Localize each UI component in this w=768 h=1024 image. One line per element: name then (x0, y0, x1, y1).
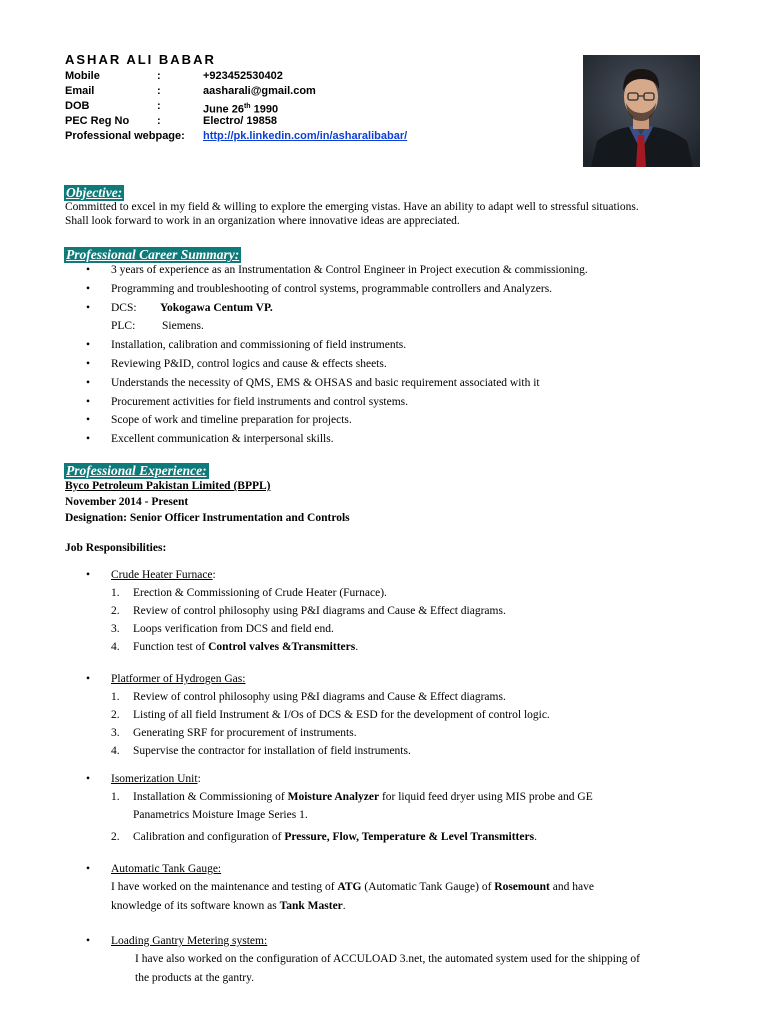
objective-heading: Objective: (66, 185, 123, 200)
contact-label: Email (65, 85, 95, 97)
contact-row-email (65, 84, 545, 99)
bullet: • (86, 339, 91, 352)
loading-gantry-section (86, 932, 726, 987)
bullet: • (86, 414, 91, 427)
list-item: 1. Review of control philosophy using P&I diagrams and Cause & Effect diagrams. (111, 691, 506, 703)
bullet: • (86, 433, 91, 446)
list-item: 4. Function test of Control valves &Transmitters. (111, 641, 359, 653)
objective-line: Shall look forward to work in an organization where innovative ideas are appreciated. (65, 215, 460, 227)
candidate-name: ASHAR ALI BABAR (65, 52, 216, 67)
contact-label: DOB (65, 100, 90, 112)
contact-value: +923452530402 (203, 70, 283, 82)
bullet: • (86, 282, 91, 295)
subsection-heading: • Loading Gantry Metering system: (86, 932, 726, 950)
bullet: • (86, 673, 91, 685)
webpage-link[interactable]: http://pk.linkedin.com/in/asharalibabar/ (203, 130, 408, 142)
numbered-list (111, 788, 726, 846)
contact-separator: : (157, 100, 161, 112)
list-item: • Scope of work and timeline preparation for projects. (86, 411, 726, 430)
subsection-heading: • Platformer of Hydrogen Gas: (86, 670, 726, 688)
contact-label: PEC Reg No (65, 115, 130, 127)
job-responsibilities-label: Job Responsibilities: (65, 542, 167, 554)
career-summary-heading: Professional Career Summary: (66, 247, 240, 262)
contact-row-mobile (65, 69, 545, 84)
list-item: 3. Generating SRF for procurement of instruments. (111, 727, 357, 739)
bullet: • (86, 863, 91, 875)
subsection-heading: • Automatic Tank Gauge: (86, 860, 726, 878)
contact-row-webpage (65, 129, 545, 144)
contact-label: Professional webpage: (65, 130, 185, 142)
list-item: 4. Supervise the contractor for installation of field instruments. (111, 745, 411, 757)
numbered-list (111, 688, 726, 760)
paragraph: I have also worked on the configuration of ACCULOAD 3.net, the automated system used for the shipping of the products at the gantry. (135, 953, 640, 984)
list-item: 2. Review of control philosophy using P&I diagrams and Cause & Effect diagrams. (111, 605, 506, 617)
list-item: • Understands the necessity of QMS, EMS & OHSAS and basic requirement associated with it (86, 374, 726, 393)
bullet: • (86, 935, 91, 947)
bullet: • (86, 569, 91, 581)
profile-photo (583, 55, 700, 167)
contact-block (65, 69, 545, 144)
contact-separator: : (157, 115, 161, 127)
experience-heading: Professional Experience: (66, 463, 207, 478)
platformer-section (86, 670, 726, 760)
list-item: 2. Listing of all field Instrument & I/Os of DCS & ESD for the development of control logic. (111, 709, 550, 721)
bullet: • (86, 301, 91, 314)
numbered-list (111, 584, 726, 656)
paragraph: I have worked on the maintenance and testing of ATG (Automatic Tank Gauge) of Rosemount and have knowledge of its software known as Tank Master. (111, 881, 594, 912)
contact-row-pec (65, 114, 545, 129)
designation: Designation: Senior Officer Instrumentation and Controls (65, 512, 350, 524)
subsection-heading: • Isomerization Unit: (86, 770, 726, 788)
crude-heater-section (86, 566, 726, 656)
isomerization-section (86, 770, 726, 846)
bullet: • (86, 395, 91, 408)
employment-period: November 2014 - Present (65, 496, 189, 508)
list-item: • Reviewing P&ID, control logics and cause & effects sheets. (86, 355, 726, 374)
list-item-dcs: • DCS: Yokogawa Centum VP. (86, 299, 726, 318)
list-item: 2. Calibration and configuration of Pressure, Flow, Temperature & Level Transmitters. (111, 831, 537, 843)
list-item: • Excellent communication & interpersonal skills. (86, 430, 726, 449)
bullet: • (86, 357, 91, 370)
contact-label: Mobile (65, 70, 100, 82)
profile-photo-image (583, 55, 700, 167)
contact-value: June 26th 1990 (203, 103, 279, 116)
contact-row-dob (65, 99, 545, 114)
list-item: • Installation, calibration and commissioning of field instruments. (86, 336, 726, 355)
list-item: • Procurement activities for field instruments and control systems. (86, 393, 726, 412)
objective-text (65, 200, 715, 228)
bullet: • (86, 773, 91, 785)
contact-value[interactable]: aasharali@gmail.com (203, 85, 316, 97)
objective-line: Committed to excel in my field & willing to explore the emerging vistas. Have an ability to adapt well to stressful situations. (65, 201, 639, 213)
list-item: 1. Erection & Commissioning of Crude Heater (Furnace). (111, 587, 387, 599)
list-item: • Programming and troubleshooting of control systems, programmable controllers and Analyzers. (86, 280, 726, 299)
list-item-plc: PLC: Siemens. (111, 320, 204, 333)
bullet: • (86, 264, 91, 276)
list-item: 1. Installation & Commissioning of Moisture Analyzer for liquid feed dryer using MIS probe and GE Panametrics Moisture Image Series 1. (111, 791, 593, 821)
tank-gauge-section (86, 860, 726, 915)
career-summary-list (86, 261, 726, 449)
contact-separator: : (157, 85, 161, 97)
contact-separator: : (157, 70, 161, 82)
contact-value: Electro/ 19858 (203, 115, 277, 127)
list-item: • 3 years of experience as an Instrumentation & Control Engineer in Project execution & commissioning. (86, 261, 726, 280)
company-name: Byco Petroleum Pakistan Limited (BPPL) (65, 480, 271, 492)
subsection-heading: • Crude Heater Furnace: (86, 566, 726, 584)
bullet: • (86, 376, 91, 389)
list-item: 3. Loops verification from DCS and field end. (111, 623, 334, 635)
